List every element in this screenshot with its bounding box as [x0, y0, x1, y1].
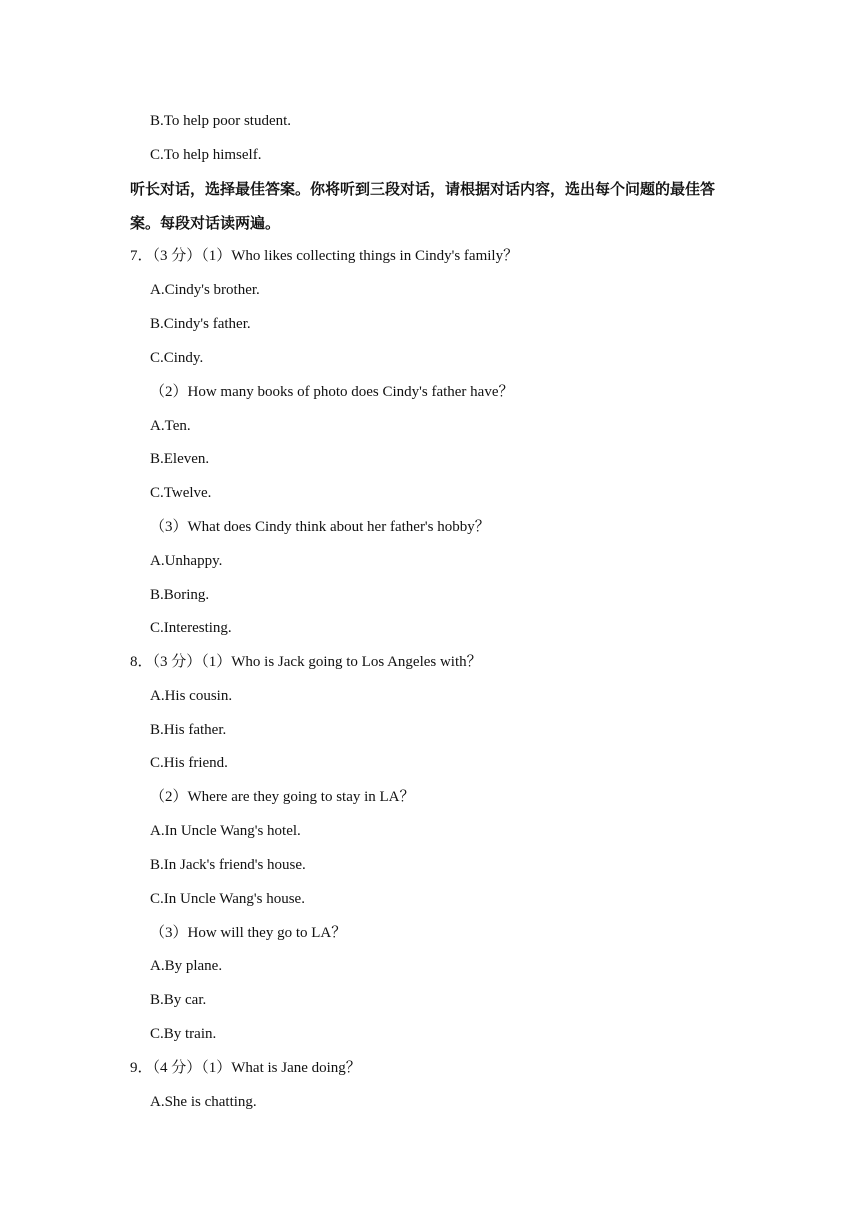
option-c: C.Twelve.	[150, 485, 212, 501]
option-c: C.In Uncle Wang's house.	[150, 891, 305, 907]
option-b: B.Cindy's father.	[150, 316, 251, 332]
option-a: A.She is chatting.	[150, 1094, 257, 1110]
option-a: A.Unhappy.	[150, 553, 223, 569]
option-b: B.Eleven.	[150, 451, 210, 467]
sub-question-2: （2）Where are they going to stay in LA？	[150, 789, 415, 805]
option-a: A.His cousin.	[150, 688, 233, 704]
option-a: A.In Uncle Wang's hotel.	[150, 823, 301, 839]
section-instructions: 听长对话，选择最佳答案。你将听到三段对话，请根据对话内容，选出每个问题的最佳答	[130, 180, 716, 198]
option-a: A.By plane.	[150, 958, 223, 974]
sub-question-2: （2）How many books of photo does Cindy's father have？	[150, 384, 514, 400]
option-b: B.To help poor student.	[150, 113, 292, 129]
option-b: B.By car.	[150, 992, 207, 1008]
option-b: B.Boring.	[150, 587, 210, 603]
question-8: 8．（3 分）（1）Who is Jack going to Los Angeles with？	[130, 654, 482, 670]
option-a: A.Ten.	[150, 418, 191, 434]
option-c: C.His friend.	[150, 755, 228, 771]
option-c: C.To help himself.	[150, 147, 262, 163]
option-c: C.Interesting.	[150, 620, 232, 636]
question-7: 7．（3 分）（1）Who likes collecting things in Cindy's family？	[130, 248, 519, 264]
option-b: B.In Jack's friend's house.	[150, 857, 306, 873]
option-b: B.His father.	[150, 722, 227, 738]
section-instructions-cont: 案。每段对话读两遍。	[130, 214, 281, 232]
option-c: C.By train.	[150, 1026, 217, 1042]
option-a: A.Cindy's brother.	[150, 282, 260, 298]
sub-question-3: （3）What does Cindy think about her father's hobby？	[150, 519, 490, 535]
question-9: 9．（4 分）（1）What is Jane doing？	[130, 1060, 361, 1076]
sub-question-3: （3）How will they go to LA？	[150, 925, 347, 941]
option-c: C.Cindy.	[150, 350, 204, 366]
